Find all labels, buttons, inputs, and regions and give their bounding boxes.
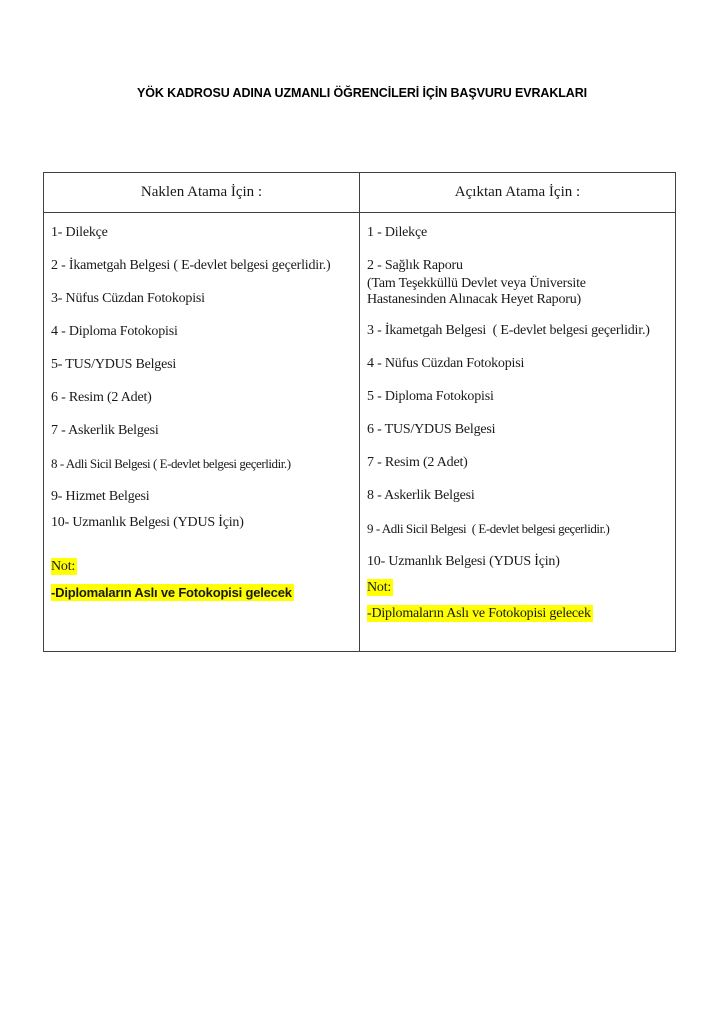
list-item: 5- TUS/YDUS Belgesi bbox=[51, 357, 177, 372]
list-item-continuation: (Tam Teşekküllü Devlet veya Üniversite bbox=[367, 276, 586, 291]
list-item: 6 - Resim (2 Adet) bbox=[51, 390, 152, 405]
list-item: 7 - Askerlik Belgesi bbox=[51, 423, 159, 438]
list-item: 7 - Resim (2 Adet) bbox=[367, 455, 468, 470]
list-item: 6 - TUS/YDUS Belgesi bbox=[367, 422, 496, 437]
list-item: 10- Uzmanlık Belgesi (YDUS İçin) bbox=[51, 515, 244, 530]
highlighted-text: Not: bbox=[51, 559, 76, 574]
list-item: 3- Nüfus Cüzdan Fotokopisi bbox=[51, 291, 205, 306]
list-item: 10- Uzmanlık Belgesi (YDUS İçin) bbox=[367, 554, 560, 569]
table-header-row bbox=[44, 173, 676, 213]
table-body-row bbox=[44, 213, 676, 652]
note-label bbox=[367, 578, 671, 598]
list-item: 9- Hizmet Belgesi bbox=[51, 489, 150, 504]
list-item: 1- Dilekçe bbox=[51, 225, 108, 240]
list-item: 8 - Adli Sicil Belgesi ( E-devlet belgesi geçerlidir.) bbox=[51, 456, 291, 471]
documents-table bbox=[43, 172, 676, 652]
list-item: 5 - Diploma Fotokopisi bbox=[367, 389, 494, 404]
list-item: 2 - İkametgah Belgesi ( E-devlet belgesi geçerlidir.) bbox=[51, 258, 331, 273]
document-title: YÖK KADROSU ADINA UZMANLI ÖĞRENCİLERİ İÇİN BAŞVURU EVRAKLARI bbox=[136, 86, 588, 100]
list-item: 4 - Diploma Fotokopisi bbox=[51, 324, 178, 339]
left-column-cell bbox=[44, 213, 360, 652]
highlighted-text: -Diplomaların Aslı ve Fotokopisi gelecek bbox=[51, 585, 292, 600]
list-item: 3 - İkametgah Belgesi ( E-devlet belgesi geçerlidir.) bbox=[367, 323, 650, 338]
list-item-continuation: Hastanesinden Alınacak Heyet Raporu) bbox=[367, 292, 582, 307]
header-aciktan-atama: Açıktan Atama İçin : bbox=[360, 173, 676, 213]
highlighted-text: Not: bbox=[367, 580, 392, 595]
note-label bbox=[51, 557, 355, 577]
list-item: 4 - Nüfus Cüzdan Fotokopisi bbox=[367, 356, 525, 371]
note-text bbox=[367, 604, 671, 624]
list-item: 9 - Adli Sicil Belgesi ( E-devlet belgesi geçerlidir.) bbox=[367, 521, 610, 536]
note-text bbox=[51, 583, 355, 604]
header-naklen-atama: Naklen Atama İçin : bbox=[44, 173, 360, 213]
list-item: 8 - Askerlik Belgesi bbox=[367, 488, 475, 503]
highlighted-text: -Diplomaların Aslı ve Fotokopisi gelecek bbox=[367, 606, 591, 621]
list-item: 1 - Dilekçe bbox=[367, 225, 427, 240]
right-column-cell bbox=[360, 213, 676, 652]
list-item: 2 - Sağlık Raporu bbox=[367, 258, 463, 273]
